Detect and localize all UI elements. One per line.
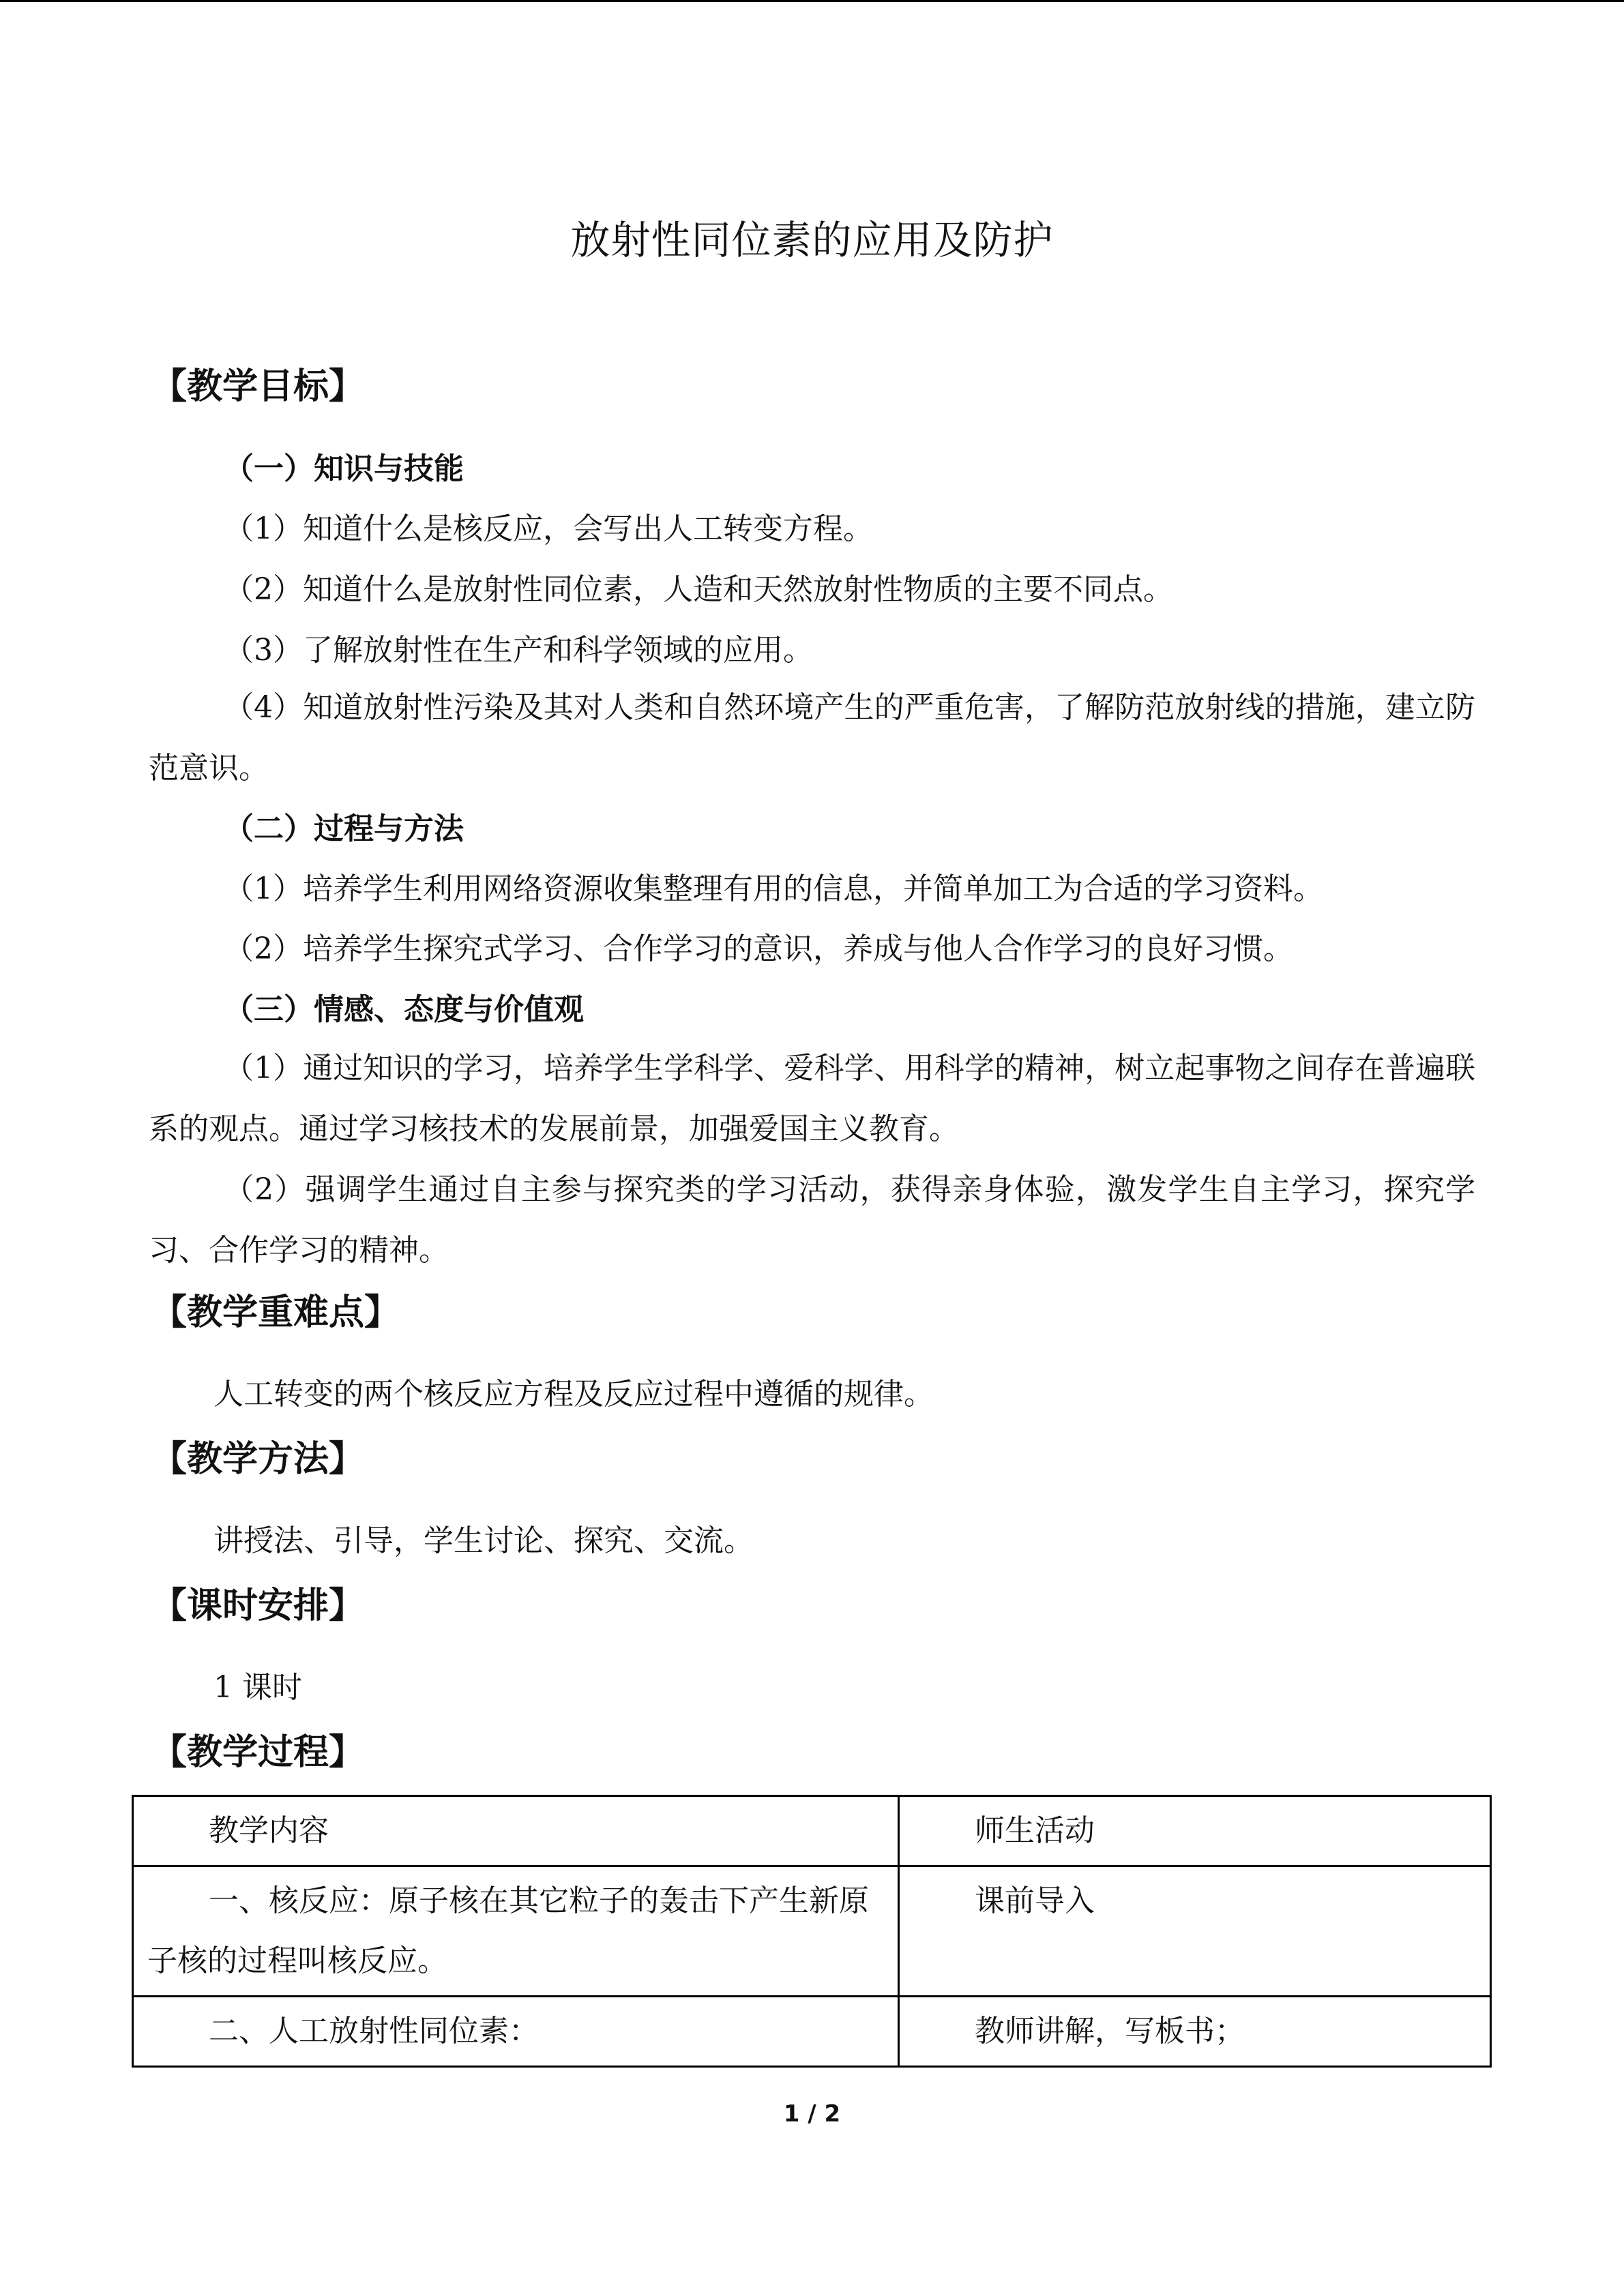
table-cell-activity xyxy=(899,1866,1491,1997)
objective-knowledge-1: （1）知道什么是核反应，会写出人工转变方程。 xyxy=(224,511,873,546)
key-points-text: 人工转变的两个核反应方程及反应过程中遵循的规律。 xyxy=(213,1377,934,1412)
teaching-process-table xyxy=(132,1795,1492,2068)
top-border-line xyxy=(0,0,1624,2)
subheading-process: （二）过程与方法 xyxy=(224,811,464,846)
objective-knowledge-4: （4）知道放射性污染及其对人类和自然环境产生的严重危害，了解防范放射线的措施，建立防范意识。 xyxy=(149,690,1475,786)
table-row xyxy=(133,1866,1491,1997)
objective-knowledge-3: （3）了解放射性在生产和科学领域的应用。 xyxy=(224,633,813,668)
header-activity-label: 师生活动 xyxy=(975,1813,1095,1848)
subheading-knowledge: （一）知识与技能 xyxy=(224,451,464,486)
objective-values-2: （2）强调学生通过自主参与探究类的学习活动，获得亲身体验，激发学生自主学习，探究学习、合作学习的精神。 xyxy=(149,1172,1475,1268)
row-activity-text: 课前导入 xyxy=(975,1883,1095,1918)
row-content-text: 一、核反应：原子核在其它粒子的轰击下产生新原子核的过程叫核反应。 xyxy=(147,1883,869,1978)
table-header-row xyxy=(133,1796,1491,1866)
subheading-values: （三）情感、态度与价值观 xyxy=(224,992,584,1027)
objective-process-2: （2）培养学生探究式学习、合作学习的意识，养成与他人合作学习的良好习惯。 xyxy=(224,931,1293,966)
objective-knowledge-2: （2）知道什么是放射性同位素，人造和天然放射性物质的主要不同点。 xyxy=(224,572,1173,607)
row-activity-text: 教师讲解，写板书； xyxy=(975,2014,1245,2048)
table-header-activity xyxy=(899,1796,1491,1866)
table-row xyxy=(133,1997,1491,2067)
header-content-label: 教学内容 xyxy=(209,1813,329,1848)
table-header-content xyxy=(133,1796,899,1866)
table-cell-content xyxy=(133,1997,899,2067)
section-heading-schedule: 【课时安排】 xyxy=(151,1585,365,1626)
objective-process-1: （1）培养学生利用网络资源收集整理有用的信息，并简单加工为合适的学习资料。 xyxy=(224,871,1323,906)
page-title: 放射性同位素的应用及防护 xyxy=(570,217,1054,263)
page-number: 1 / 2 xyxy=(783,2100,841,2128)
section-heading-objectives: 【教学目标】 xyxy=(151,366,365,407)
section-heading-methods: 【教学方法】 xyxy=(151,1439,365,1480)
section-heading-process: 【教学过程】 xyxy=(151,1732,365,1773)
methods-text: 讲授法、引导，学生讨论、探究、交流。 xyxy=(213,1523,754,1558)
table-cell-content xyxy=(133,1866,899,1997)
row-content-text: 二、人工放射性同位素： xyxy=(209,2014,539,2048)
schedule-text: 1 课时 xyxy=(213,1670,302,1705)
section-heading-key-points: 【教学重难点】 xyxy=(151,1292,400,1333)
objective-values-1: （1）通过知识的学习，培养学生学科学、爱科学、用科学的精神，树立起事物之间存在普遍联系的观点。通过学习核技术的发展前景，加强爱国主义教育。 xyxy=(149,1051,1475,1146)
table-cell-activity xyxy=(899,1997,1491,2067)
